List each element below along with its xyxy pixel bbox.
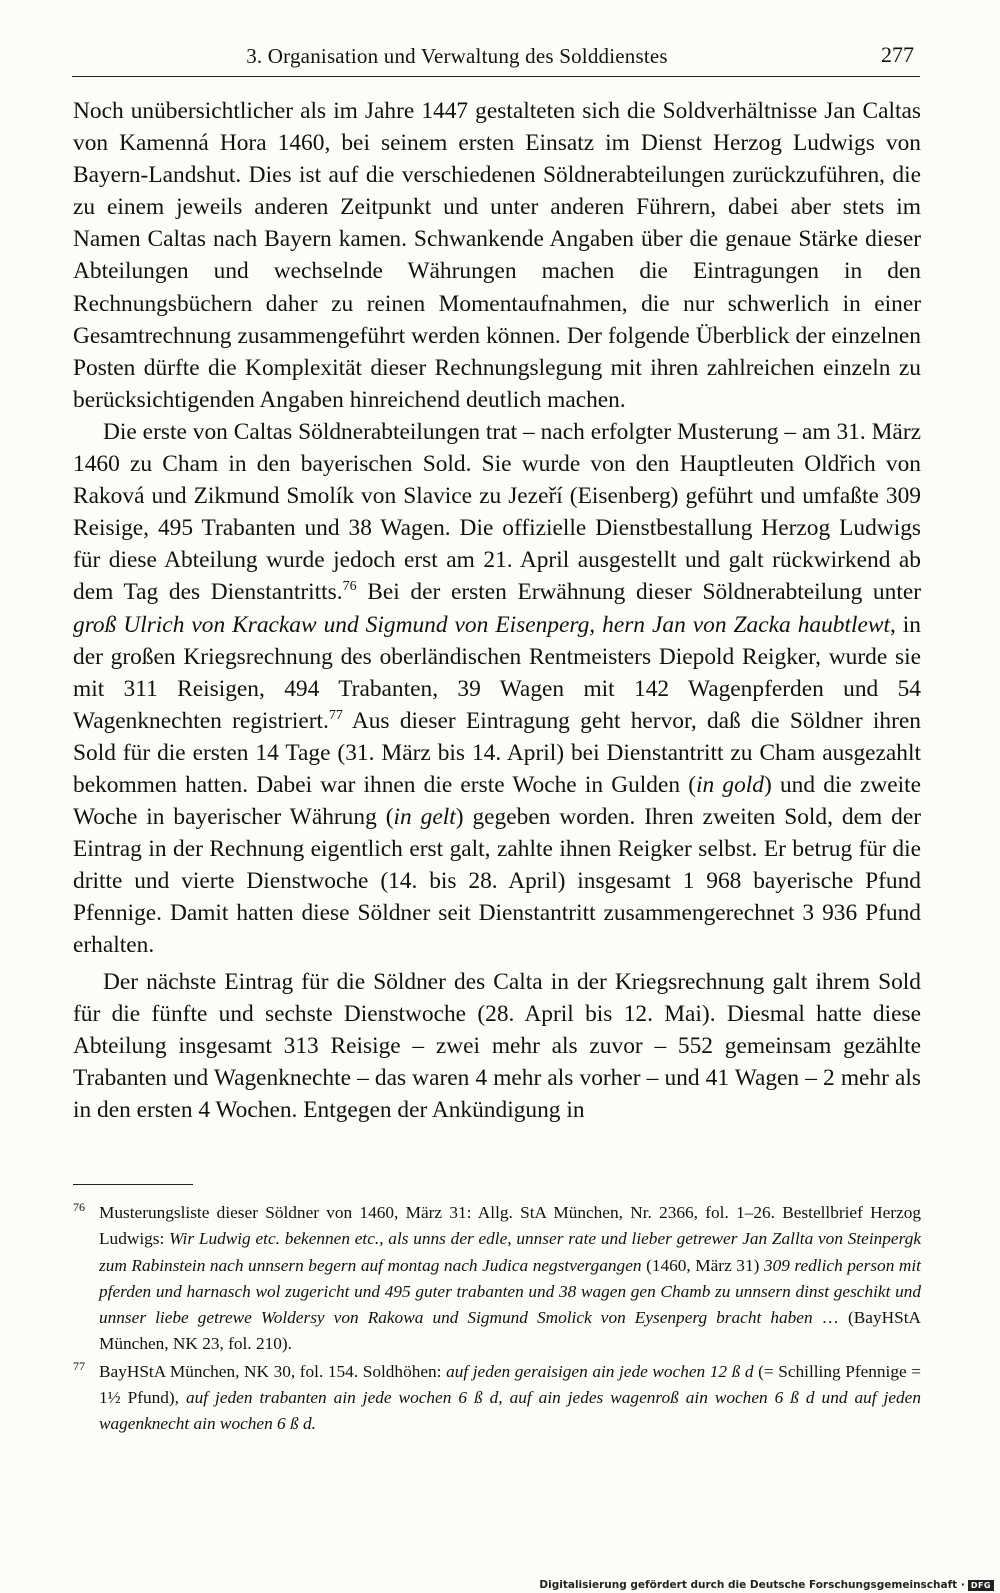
footnote-quote: Wir Ludwig etc. bekennen etc., als unns der edle, unnser rate und lieber getrewer Jan Zallta von Steinpergk zum Rabinstein nach unnsern begern auf montag nach Judica negstvergangen (99, 1229, 922, 1275)
footnote-quote: auf jeden geraisigen ain jede wochen 12 ß d (446, 1361, 754, 1381)
paragraph-1: Noch unübersichtlicher als im Jahre 1447 gestalteten sich die Soldverhältnisse Jan Caltas von Kamenná Hora 1460, bei seinem ersten Einsatz im Dienst Herzog Ludwigs von Bayern-Landshut. Dies ist auf die verschiedenen Söldnerabteilungen zurückzuführen, die zu einem jeweils anderen Zeitpunkt und unter anderen Führern, dabei aber stets im Namen Caltas nach Bayern kamen. Schwankende Angaben über die genaue Stärke dieser Abteilungen und wechselnde Währungen machen die Eintragungen in den Rechnungsbüchern daher zu reinen Momentaufnahmen, die nur schwerlich in einer Gesamtrechnung zusammengeführt werden können. Der folgende Überblick der einzelnen Posten dürfte die Komplexität dieser Rechnungslegung mit ihren zahlreichen einzeln zu berücksichtigenden Angaben hinreichend deutlich machen. (73, 98, 921, 413)
quoted-source: groß Ulrich von Krackaw und Sigmund von Eisenperg, hern Jan von Zacka haubtlewt (73, 611, 890, 638)
credit-text: Digitalisierung gefördert durch die Deutsche Forschungsgemeinschaft · (539, 1579, 965, 1591)
footnote-number: 77 (73, 1358, 85, 1373)
footnote-76 (73, 1200, 921, 1358)
paragraph-2-text: Aus dieser Eintragung geht hervor, daß die Söldner ihren Sold für die ersten 14 Tage (31. März bis 14. April) bei Dienstantritt zu Cham ausgezahlt bekommen hatten. Dabei war ihnen die erste Woche in Gulden ( (73, 707, 921, 798)
footnote-number: 76 (73, 1200, 85, 1214)
footnote-text: Musterungsliste dieser Söldner von 1460, März 31: Allg. StA München, Nr. 2366, fol. 1–26. Bestellbrief Herzog Ludwigs: (99, 1203, 921, 1249)
footnote-ref-76[interactable]: 76 (342, 579, 357, 595)
footnote-quote: auf jeden trabanten ain jede wochen 6 ß d, auf ain jedes wagenroß ain wochen 6 ß d und auf jeden wagenknecht ain wochen 6 ß d. (99, 1388, 921, 1434)
footnote-77 (73, 1359, 921, 1438)
paragraph-2 (73, 416, 921, 962)
digitization-credit (539, 1579, 994, 1591)
quoted-term: in gelt (393, 804, 456, 831)
main-text (73, 95, 921, 1126)
paragraph-2-text: Bei der ersten Erwähnung dieser Söldnerabteilung unter (356, 579, 921, 606)
footnotes (73, 1200, 921, 1439)
paragraph-2-text: Die erste von Caltas Söldnerabteilungen trat – nach erfolgter Musterung – am 31. März 1460 zu Cham in den bayerischen Sold. Sie wurde von den Hauptleuten Oldřich von Raková und Zikmund Smolík von Slavice zu Jezeří (Eisenberg) geführt und umfaßte 309 Reisige, 495 Trabanten und 38 Wagen. Die offizielle Dienstbestallung Herzog Ludwigs für diese Abteilung wurde jedoch erst am 21. April ausgestellt und galt rückwirkend ab dem Tag des Dienstantritts. (73, 418, 921, 606)
footnote-text: (1460, März 31) (641, 1255, 764, 1275)
footnote-quote: 309 redlich person mit pferden und harnasch wol zugericht und 495 guter trabanten und 38 wagen gen Chamb zu unnsern dinst geschikt und unnser liebe getrewe Woldersy von Rakowa und Sigmund Smolick von Eysenperg bracht haben (99, 1255, 921, 1328)
footnote-divider (73, 1184, 193, 1185)
paragraph-3: Der nächste Eintrag für die Söldner des Calta in der Kriegsrechnung galt ihrem Sold für die fünfte und sechste Dienstwoche (28. April bis 12. Mai). Diesmal hatte diese Abteilung insgesamt 313 Reisige – zwei mehr als zuvor – 552 gemeinsam gezählte Trabanten und Wagenknechte – das waren 4 mehr als vorher – und 41 Wagen – 2 mehr als in den ersten 4 Wochen. Entgegen der Ankündigung in (73, 968, 921, 1123)
page-header (72, 42, 920, 77)
footnote-text: BayHStA München, NK 30, fol. 154. Soldhöhen: (99, 1361, 447, 1381)
footnote-text: (= Schilling Pfennige = 1½ Pfund), (99, 1361, 921, 1408)
paragraph-2-text: ) gegeben worden. Ihren zweiten Sold, dem der Eintrag in der Rechnung eigentlich erst galt, zahlte ihnen Reigker selbst. Er betrug für die dritte und vierte Dienstwoche (14. bis 28. April) insgesamt 1 968 bayerische Pfund Pfennige. Damit hatten diese Söldner seit Dienstantritt zusammengerechnet 3 936 Pfund erhalten. (73, 804, 921, 959)
running-head: 3. Organisation und Verwaltung des Solddienstes (246, 44, 668, 68)
dfg-logo-icon: DFG (968, 1580, 994, 1591)
paragraph-2-text: ) und die zweite Woche in bayerischer Währung ( (73, 771, 922, 831)
footnote-text: … (BayHStA München, NK 23, fol. 210). (99, 1308, 921, 1354)
paragraph-2-text: , in der großen Kriegsrechnung des oberländischen Rentmeisters Diepold Reigker, wurde sie mit 311 Reisigen, 494 Trabanten, 39 Wagen mit 142 Wagenpferden und 54 Wagenknechten registriert. (73, 611, 922, 734)
page-number: 277 (881, 42, 914, 67)
quoted-term: in gold (696, 771, 764, 798)
footnote-ref-77[interactable]: 77 (328, 707, 343, 723)
